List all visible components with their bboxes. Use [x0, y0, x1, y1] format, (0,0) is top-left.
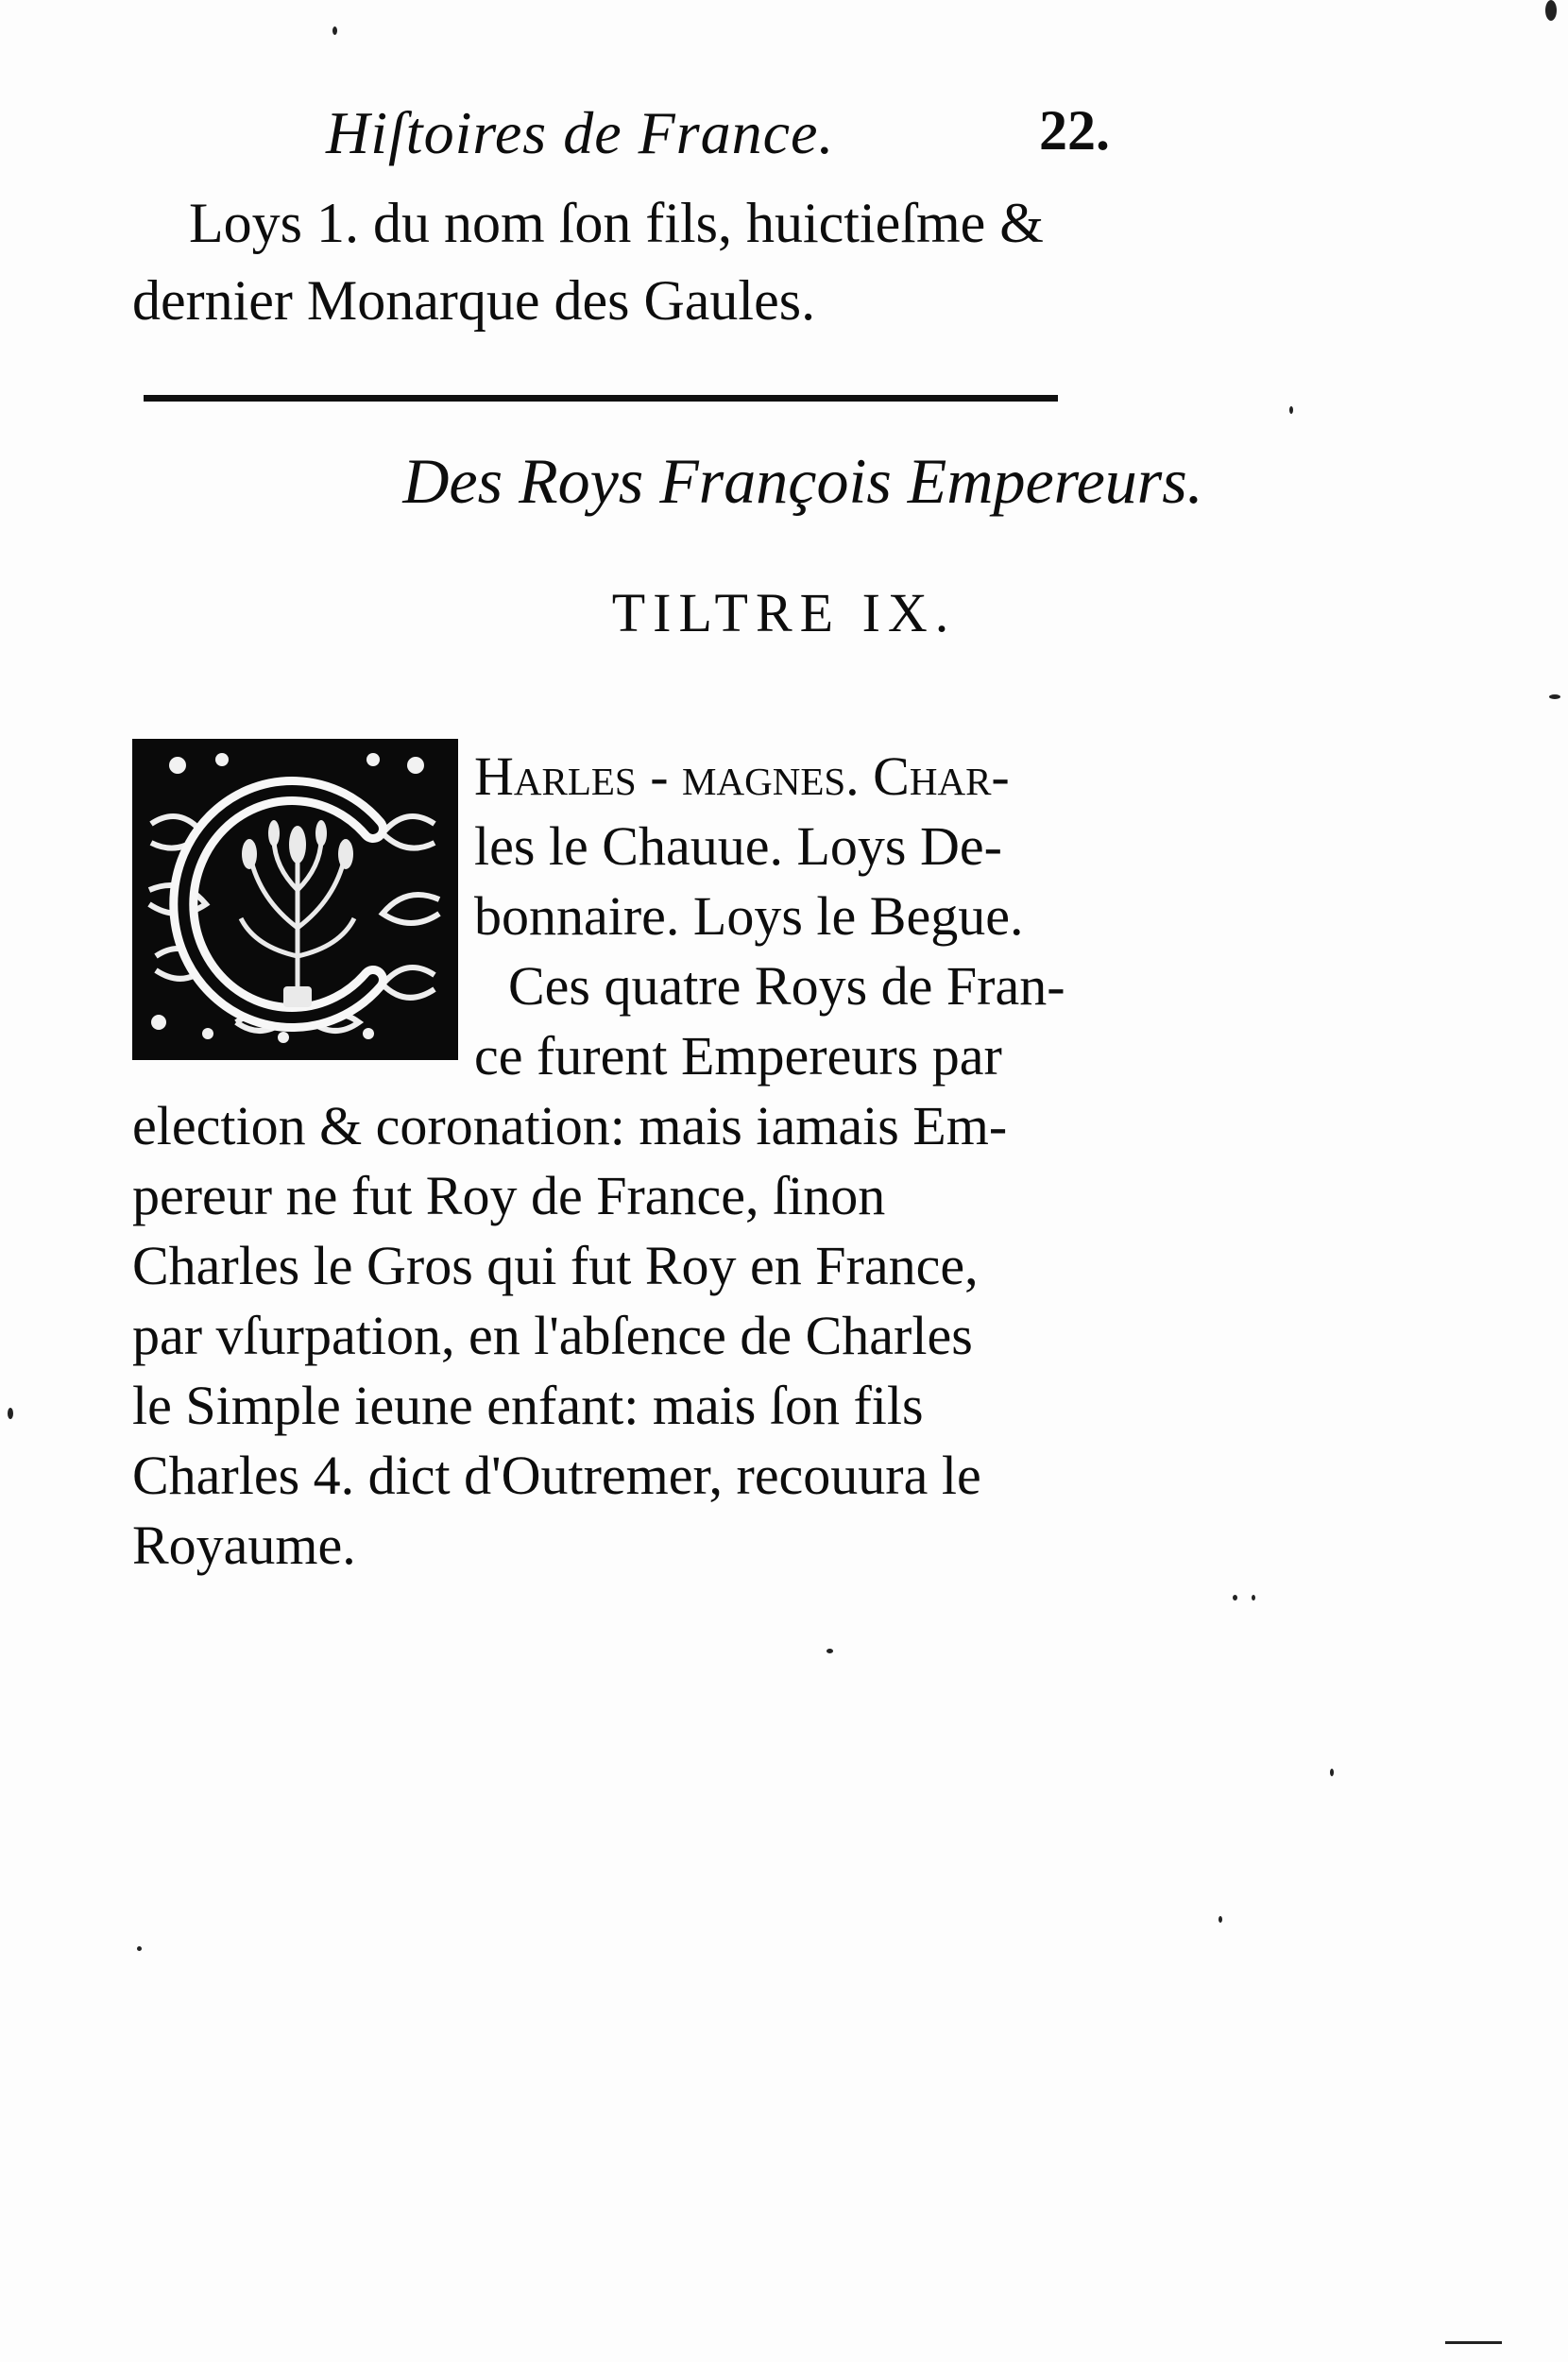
body-line: par vſurpation, en l'abſence de Charles	[132, 1305, 973, 1366]
speck	[1549, 694, 1560, 699]
body-line: Charles 4. dict d'Outremer, recouura le	[132, 1445, 981, 1506]
body-line: Harles - magnes. Char-	[474, 745, 1010, 807]
speck	[1219, 1916, 1222, 1923]
body-line: Ces quatre Roys de Fran-	[508, 955, 1065, 1017]
speck	[137, 1946, 142, 1951]
body-line: election & coronation: mais iamais Em-	[132, 1095, 1008, 1156]
body-paragraph	[132, 742, 1115, 1581]
speck	[1252, 1595, 1255, 1600]
speck	[8, 1408, 13, 1419]
section-title: Des Roys François Empereurs.	[402, 445, 1203, 517]
body-line: le Simple ieune enfant: mais ſon fils	[132, 1375, 924, 1436]
intro-paragraph	[132, 184, 1124, 339]
body-line: ce furent Empereurs par	[474, 1025, 1002, 1087]
body-line: Charles le Gros qui fut Roy en France,	[132, 1235, 979, 1296]
page-number: 22.	[1039, 99, 1110, 162]
running-title: Hiſtoires de France.	[326, 99, 835, 166]
body-line: bonnaire. Loys le Begue.	[474, 885, 1024, 947]
section-divider	[144, 395, 1058, 402]
running-head	[326, 98, 1110, 164]
section-label: TILTRE IX.	[611, 582, 957, 643]
intro-line: Loys 1. du nom ſon fils, huictieſme &	[189, 192, 1044, 254]
speck	[827, 1649, 833, 1653]
speck	[1289, 406, 1293, 414]
body-line: pereur ne fut Roy de France, ſinon	[132, 1165, 886, 1226]
speck	[1330, 1769, 1334, 1776]
body-line: les le Chauue. Loys De-	[474, 815, 1002, 877]
speck	[1445, 2341, 1502, 2344]
body-line: Royaume.	[132, 1515, 356, 1576]
speck	[332, 26, 337, 35]
speck	[1545, 0, 1557, 21]
intro-line: dernier Monarque des Gaules.	[132, 269, 816, 332]
speck	[1233, 1595, 1237, 1600]
